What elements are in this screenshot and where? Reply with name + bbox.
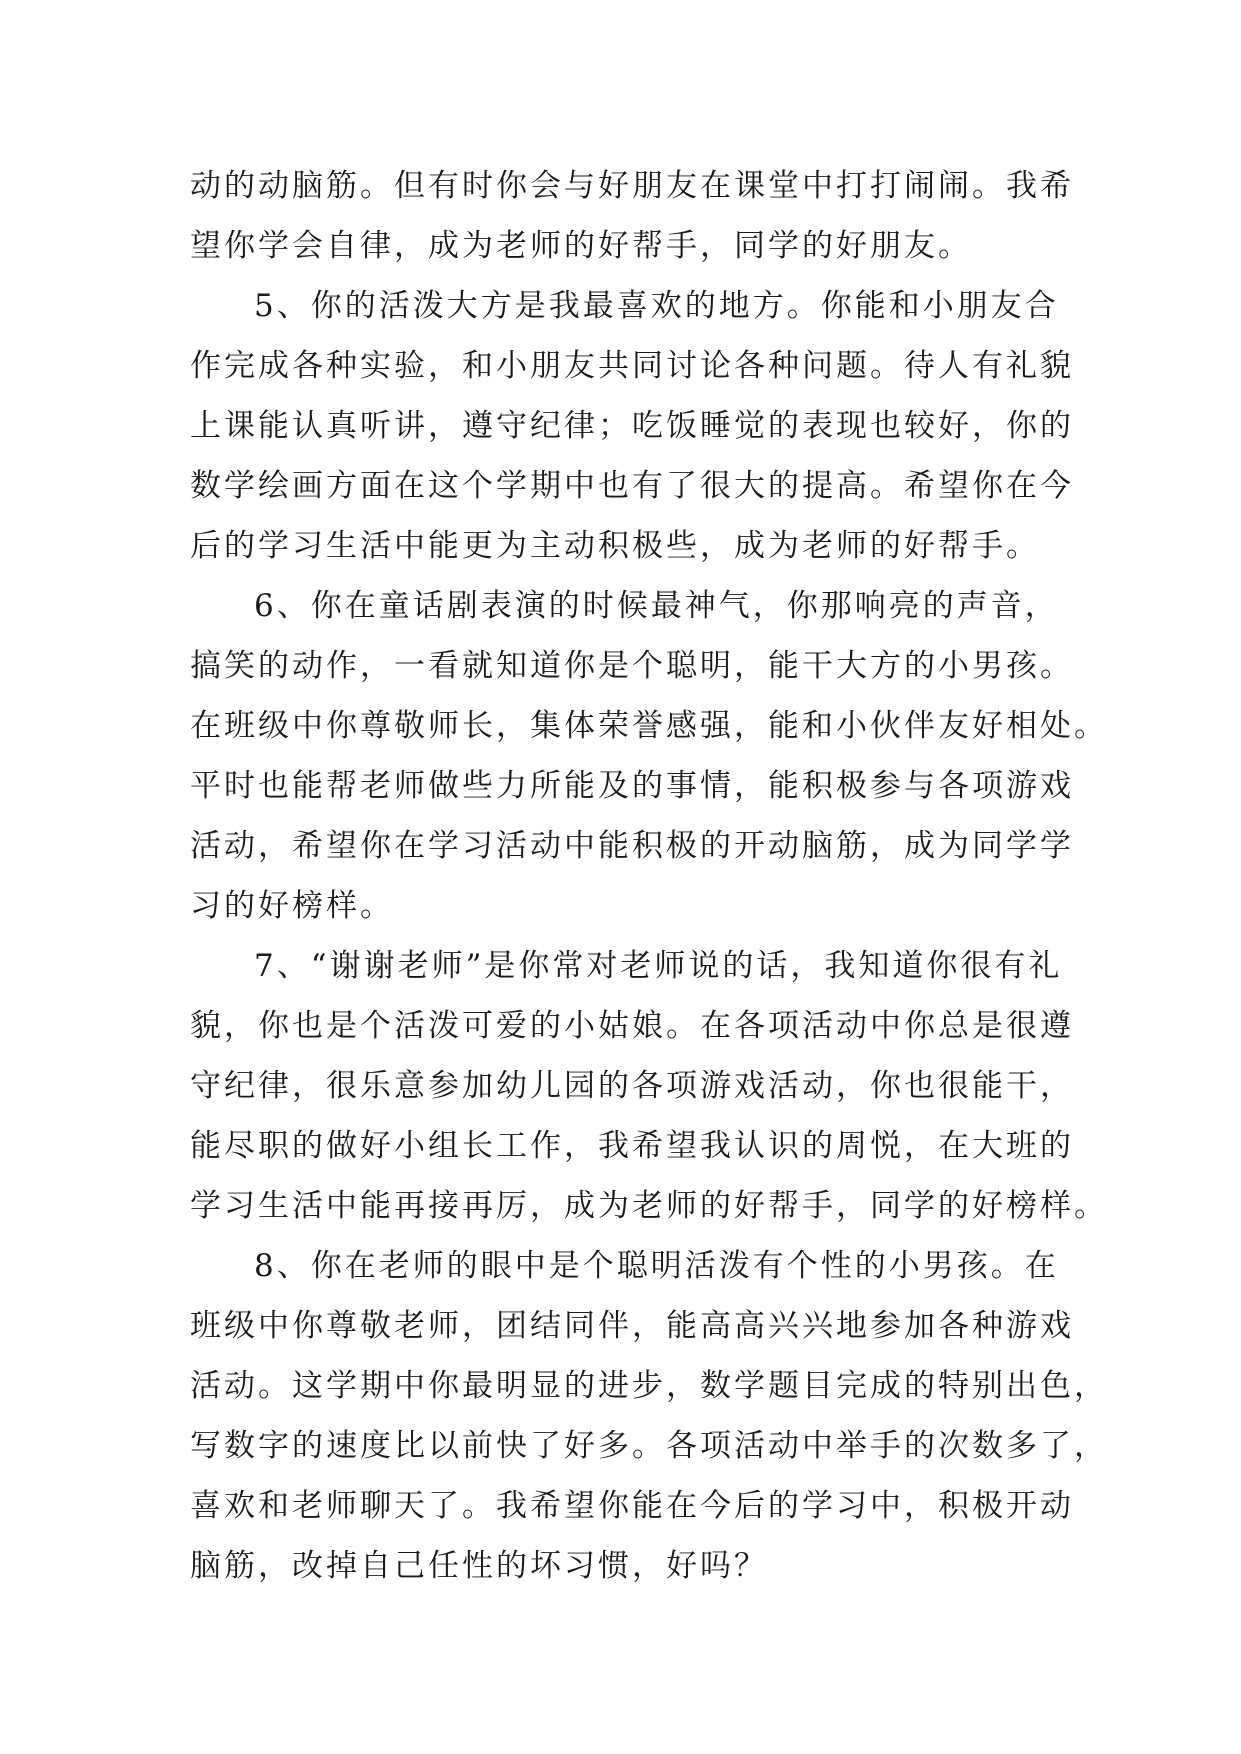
text-line: 上课能认真听讲，遵守纪律；吃饭睡觉的表现也较好，你的 <box>190 408 1074 444</box>
text-line: 学习生活中能再接再厉，成为老师的好帮手，同学的好榜样。 <box>190 1188 1108 1224</box>
text-line: 守纪律，很乐意参加幼儿园的各项游戏活动，你也很能干， <box>190 1068 1074 1104</box>
paragraph-start-line: 7、“谢谢老师”是你常对老师说的话，我知道你很有礼 <box>254 948 1063 984</box>
text-line: 作完成各种实验，和小朋友共同讨论各种问题。待人有礼貌 <box>190 348 1074 384</box>
text-line: 习的好榜样。 <box>190 888 394 924</box>
paragraph-start-line: 6、你在童话剧表演的时候最神气，你那响亮的声音， <box>254 588 1059 624</box>
text-line: 在班级中你尊敬师长，集体荣誉感强，能和小伙伴友好相处。 <box>190 708 1108 744</box>
paragraph-start-line: 5、你的活泼大方是我最喜欢的地方。你能和小朋友合 <box>254 288 1059 324</box>
paragraph-start-line: 8、你在老师的眼中是个聪明活泼有个性的小男孩。在 <box>254 1248 1059 1284</box>
text-line: 喜欢和老师聊天了。我希望你能在今后的学习中，积极开动 <box>190 1488 1074 1524</box>
document-body <box>190 156 1108 1596</box>
text-line: 动的动脑筋。但有时你会与好朋友在课堂中打打闹闹。我希 <box>190 168 1074 204</box>
text-line: 搞笑的动作，一看就知道你是个聪明，能干大方的小男孩。 <box>190 648 1074 684</box>
text-line: 活动，希望你在学习活动中能积极的开动脑筋，成为同学学 <box>190 828 1074 864</box>
text-line: 写数字的速度比以前快了好多。各项活动中举手的次数多了， <box>190 1428 1108 1464</box>
text-line: 平时也能帮老师做些力所能及的事情，能积极参与各项游戏 <box>190 768 1074 804</box>
text-line: 班级中你尊敬老师，团结同伴，能高高兴兴地参加各种游戏 <box>190 1308 1074 1344</box>
text-line: 能尽职的做好小组长工作，我希望我认识的周悦，在大班的 <box>190 1128 1074 1164</box>
text-line: 活动。这学期中你最明显的进步，数学题目完成的特别出色， <box>190 1368 1108 1404</box>
text-line: 望你学会自律，成为老师的好帮手，同学的好朋友。 <box>190 228 972 264</box>
text-line: 脑筋，改掉自己任性的坏习惯，好吗？ <box>190 1548 768 1584</box>
text-line: 后的学习生活中能更为主动积极些，成为老师的好帮手。 <box>190 528 1040 564</box>
text-line: 貌，你也是个活泼可爱的小姑娘。在各项活动中你总是很遵 <box>190 1008 1074 1044</box>
text-line: 数学绘画方面在这个学期中也有了很大的提高。希望你在今 <box>190 468 1074 504</box>
